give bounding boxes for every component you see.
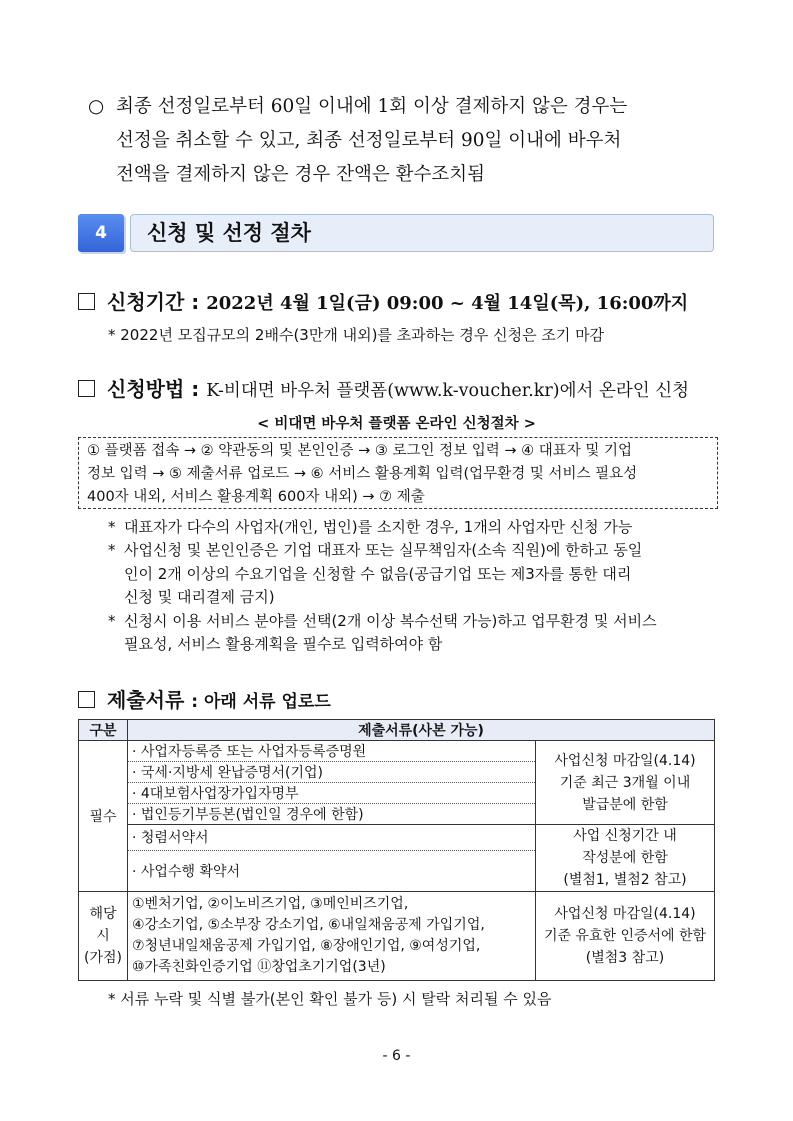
documents-footnote: * 서류 누락 및 식별 불가(본인 확인 불가 등) 시 탈락 처리될 수 있음 — [108, 990, 552, 1008]
application-method — [78, 373, 689, 402]
table-row: · 사업수행 확약서 — [79, 850, 715, 891]
method-value: K-비대면 바우처 플랫폼(www.k-voucher.kr)에서 온라인 신청 — [206, 381, 690, 401]
procedure-title: < 비대면 바우처 플랫폼 온라인 신청절차 > — [257, 416, 536, 432]
documents-table — [78, 719, 715, 981]
list-item: * 사업신청 및 본인인증은 기업 대표자 또는 실무책임자(소속 직원)에 한하고 동일 인이 2개 이상의 수요기업을 신청할 수 없음(공급기업 또는 제3자를 통한 대리 신청 및 대리결제 금지) — [108, 541, 643, 607]
period-value: 2022년 4월 1일(금) 09:00 ~ 4월 14일(목), 16:00까지 — [206, 293, 689, 314]
intro-paragraph — [88, 90, 728, 192]
documents-label: 제출서류 — [107, 688, 185, 712]
intro-line: 선정을 취소할 수 있고, 최종 선정일로부터 90일 이내에 바우처 — [116, 130, 622, 151]
condition-cell: 사업신청 마감일(4.14) 기준 최근 3개월 이내 발급분에 한함 — [536, 741, 715, 825]
header-documents: 제출서류(사본 가능) — [128, 720, 715, 741]
optional-items: ①벤처기업, ②이노비즈기업, ③메인비즈기업, ④강소기업, ⑤소부장 강소기업, ⑥내일채움공제 가입기업, ⑦청년내일채움공제 가입기업, ⑧장애인기업, ⑨여성기업, ⑩가족친화인증기업 ⑪창업초기기업(3년) — [128, 892, 536, 981]
section-title: 신청 및 선정 절차 — [147, 221, 311, 245]
checkbox-square-icon — [78, 691, 95, 708]
table-row — [79, 892, 715, 981]
page-number: - 6 - — [382, 1048, 411, 1064]
intro-line: 전액을 결제하지 않은 경우 잔액은 환수조치됨 — [116, 164, 485, 185]
procedure-line: ① 플랫폼 접속 → ② 약관동의 및 본인인증 → ③ 로그인 정보 입력 → ④ 대표자 및 기업 — [87, 443, 632, 459]
method-label: 신청방법 : — [107, 377, 200, 401]
header-category: 구분 — [79, 720, 128, 741]
table-row: · 국세·지방세 완납증명서(기업) — [79, 762, 715, 783]
notes-list — [108, 516, 720, 656]
intro-line: 최종 선정일로부터 60일 이내에 1회 이상 결제하지 않은 경우는 — [116, 96, 628, 117]
table-row: · 청렴서약서 사업 신청기간 내 작성분에 한함 (별첨1, 별첨2 참고) — [79, 825, 715, 851]
procedure-line: 정보 입력 → ⑤ 제출서류 업로드 → ⑥ 서비스 활용계획 입력(업무환경 및 서비스 필요성 — [87, 466, 638, 482]
application-period — [78, 286, 688, 315]
list-item: * 신청시 이용 서비스 분야를 선택(2개 이상 복수선택 가능)하고 업무환경 및 서비스 필요성, 서비스 활용계획을 필수로 입력하여야 함 — [108, 611, 657, 654]
condition-cell: 사업 신청기간 내 작성분에 한함 (별첨1, 별첨2 참고) — [536, 825, 715, 892]
list-item: * 대표자가 다수의 사업자(개인, 법인)를 소지한 경우, 1개의 사업자만 신청 가능 — [108, 518, 633, 536]
table-row: 필수 · 사업자등록증 또는 사업자등록증명원 사업신청 마감일(4.14) 기준 최근 3개월 이내 발급분에 한함 — [79, 741, 715, 762]
checkbox-square-icon — [78, 380, 95, 397]
category-required: 필수 — [79, 741, 128, 892]
documents-sub: : 아래 서류 업로드 — [191, 692, 331, 712]
period-note: * 2022년 모집규모의 2배수(3만개 내외)를 초과하는 경우 신청은 조기 마감 — [108, 326, 605, 344]
category-optional: 해당시 (가점) — [79, 892, 128, 981]
period-label: 신청기간 : — [107, 290, 200, 314]
table-row: · 법인등기부등본(법인일 경우에 한함) — [79, 804, 715, 825]
bullet-marker: ○ — [88, 96, 105, 117]
checkbox-square-icon — [78, 293, 95, 310]
section-number: 4 — [78, 214, 124, 252]
condition-cell: 사업신청 마감일(4.14) 기준 유효한 인증서에 한함 (별첨3 참고) — [536, 892, 715, 981]
procedure-line: 400자 내외, 서비스 활용계획 600자 내외) → ⑦ 제출 — [87, 489, 425, 505]
table-row: · 4대보험사업장가입자명부 — [79, 783, 715, 804]
procedure-box — [78, 437, 718, 509]
documents-heading — [78, 684, 331, 713]
